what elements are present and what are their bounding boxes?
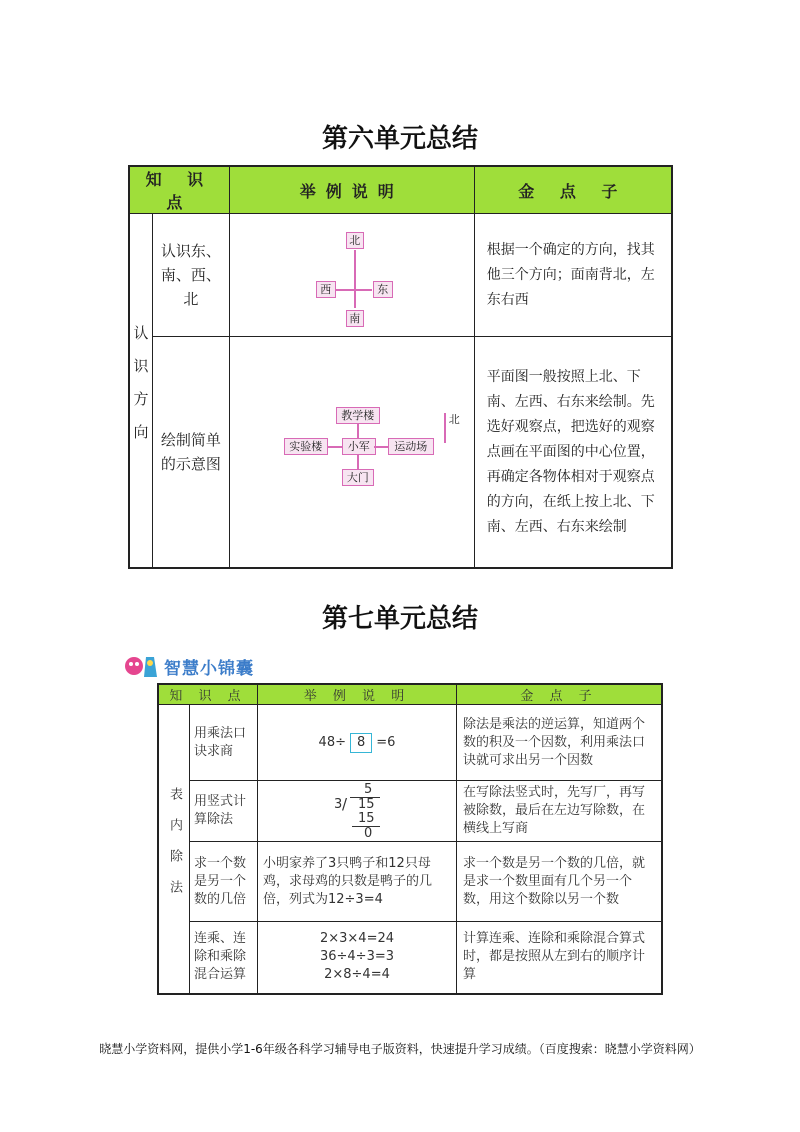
compass-diagram xyxy=(229,214,474,337)
arrow-vertical xyxy=(354,250,356,308)
box-lab-building: 实验楼 xyxy=(284,438,328,455)
example-cell: 小明家养了3只鸭子和12只母鸡，求母鸡的只数是鸭子的几倍，列式为12÷3=4 xyxy=(258,842,457,922)
header-example: 举例说明 xyxy=(229,166,474,214)
header-tip: 金 点 子 xyxy=(474,166,672,214)
box-xiaojun: 小军 xyxy=(342,438,376,455)
tip-cell: 平面图一般按照上北、下南、左西、右东来绘制。先选好观察点，把选好的观察点画在平面图的中心位置，再确定各物体相对于观察点的方向，在纸上按上北、下南、左西、右东来绘制 xyxy=(474,337,672,569)
point-cell: 连乘、连除和乘除混合运算 xyxy=(190,922,258,994)
header-knowledge: 知 识 点 xyxy=(158,684,258,705)
header-example: 举 例 说 明 xyxy=(258,684,457,705)
box-west: 西 xyxy=(316,281,336,298)
box-gate: 大门 xyxy=(342,469,374,486)
unit7-title: 第七单元总结 xyxy=(321,604,478,634)
unit6-table xyxy=(128,165,673,569)
banner xyxy=(124,652,254,680)
tip-cell: 根据一个确定的方向，找其他三个方向；面南背北，左东右西 xyxy=(474,214,672,337)
point-cell: 绘制简单的示意图 xyxy=(152,337,229,569)
north-arrow-icon xyxy=(444,413,446,443)
box-south: 南 xyxy=(346,310,364,327)
box-north: 北 xyxy=(346,232,364,249)
link-up xyxy=(357,424,359,438)
box-teaching-building: 教学楼 xyxy=(336,407,380,424)
unit7-table xyxy=(157,683,663,995)
answer-box: 8 xyxy=(350,733,372,753)
example-cell: 48÷ 8 =6 xyxy=(258,705,457,781)
link-right xyxy=(374,446,388,448)
point-cell: 求一个数是另一个数的几倍 xyxy=(190,842,258,922)
point-cell: 用竖式计算除法 xyxy=(190,781,258,842)
long-division-example: 5 3 / 15 15 0 xyxy=(258,781,457,842)
point-cell: 认识东、南、西、北 xyxy=(152,214,229,337)
header-knowledge: 知 识 点 xyxy=(129,166,229,214)
mascot-icon xyxy=(124,653,160,679)
header-tip: 金 点 子 xyxy=(457,684,663,705)
campus-diagram xyxy=(229,337,474,569)
tip-cell: 除法是乘法的逆运算，知道两个数的积及一个因数，利用乘法口诀就可求出另一个因数 xyxy=(457,705,663,781)
arrow-horizontal xyxy=(336,289,372,291)
tip-cell: 在写除法竖式时，先写厂，再写被除数，最后在左边写除数，在横线上写商 xyxy=(457,781,663,842)
example-cell: 2×3×4=24 36÷4÷3=3 2×8÷4=4 xyxy=(258,922,457,994)
north-label: 北 xyxy=(448,413,460,426)
box-east: 东 xyxy=(373,281,393,298)
link-down xyxy=(357,455,359,469)
box-sports-field: 运动场 xyxy=(388,438,434,455)
tip-cell: 求一个数是另一个数的几倍，就是求一个数里面有几个另一个数，用这个数除以另一个数 xyxy=(457,842,663,922)
point-cell: 用乘法口诀求商 xyxy=(190,705,258,781)
group-label: 认识方向 xyxy=(129,214,152,569)
link-left xyxy=(328,446,342,448)
unit6-title: 第六单元总结 xyxy=(321,124,478,154)
tip-cell: 计算连乘、连除和乘除混合算式时，都是按照从左到右的顺序计算 xyxy=(457,922,663,994)
banner-title: 智慧小锦囊 xyxy=(164,658,254,679)
footer-text: 晓慧小学资料网，提供小学1-6年级各科学习辅导电子版资料，快速提升学习成绩。（百度搜索：晓慧小学资料网） xyxy=(99,1042,701,1056)
group-label: 表内除法 xyxy=(158,705,190,994)
